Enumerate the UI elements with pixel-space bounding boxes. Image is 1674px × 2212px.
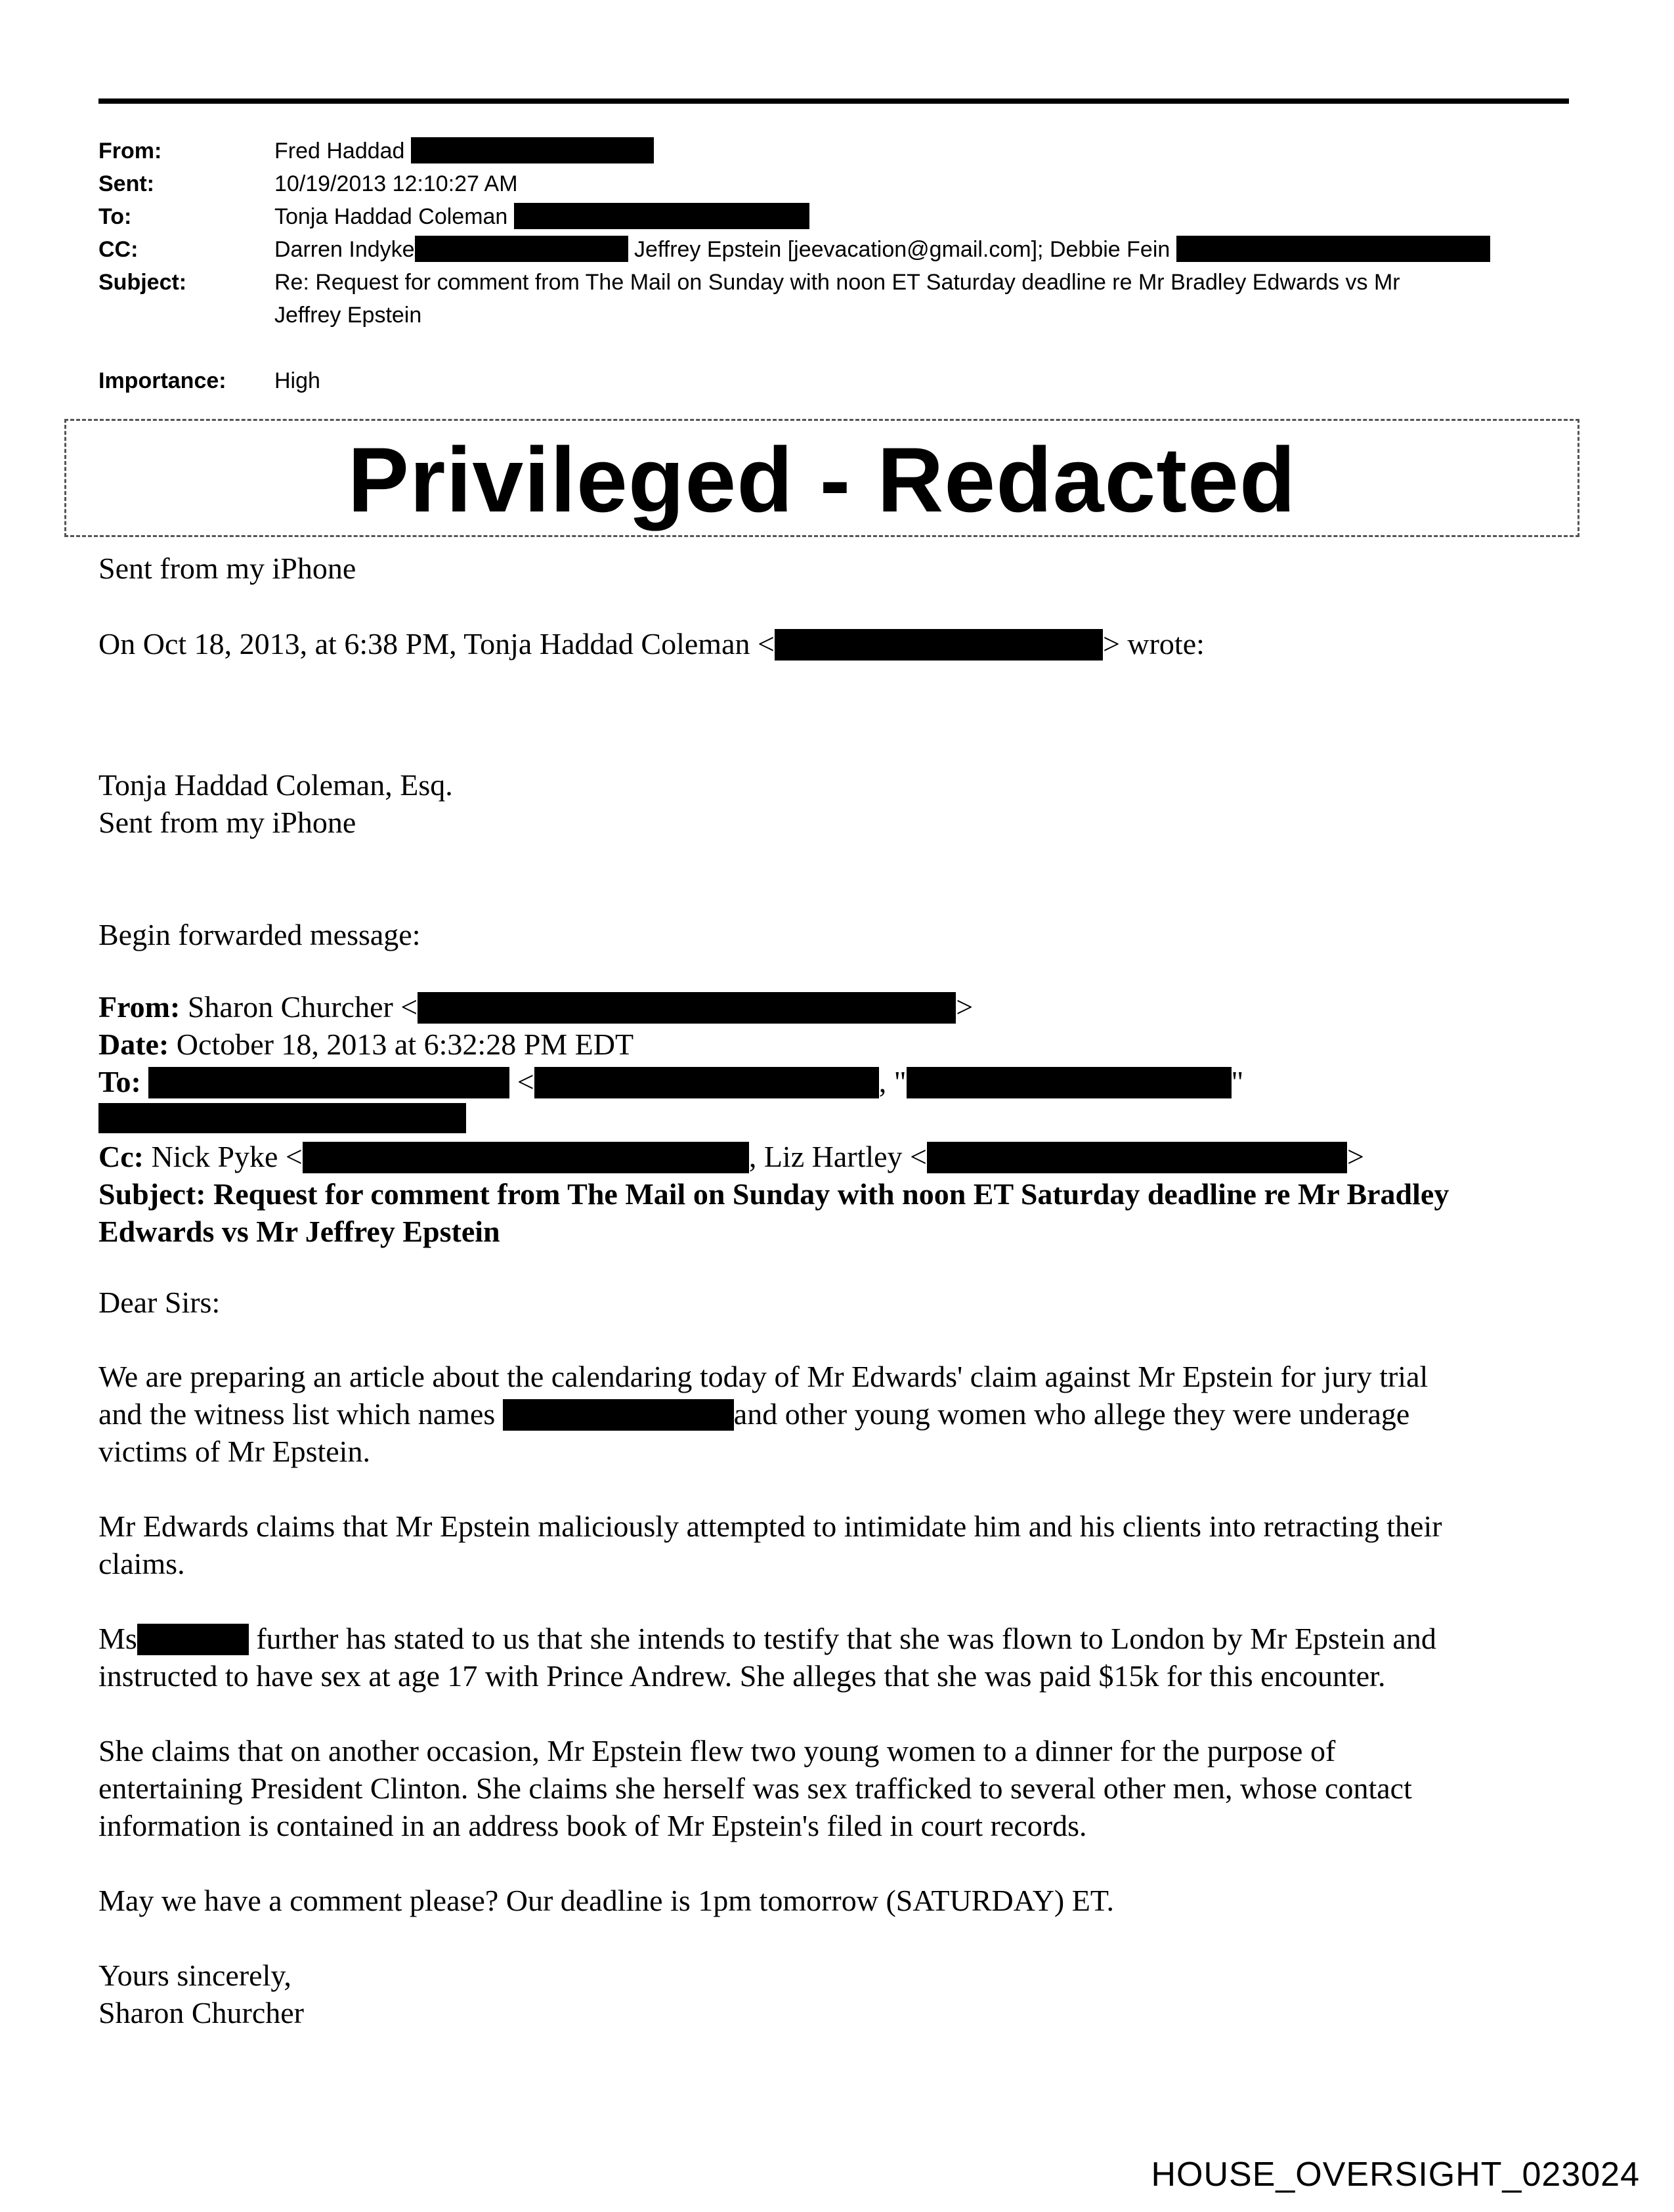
from-label: From: [98, 139, 162, 163]
fwd-cc-row: Cc: Nick Pyke < , Liz Hartley < > [98, 1140, 1364, 1173]
header-cc-row [98, 233, 1576, 266]
paragraph-2-line-2: claims. [98, 1547, 185, 1580]
paragraph-1-line-1: We are preparing an article about the calendaring today of Mr Edwards' claim against Mr Epstein for jury trial [98, 1360, 1428, 1393]
from-value: Fred Haddad [274, 135, 654, 167]
signature-name: Tonja Haddad Coleman, Esq. [98, 768, 453, 802]
to-label: To: [98, 204, 132, 229]
header-from-row [98, 135, 1576, 167]
redaction-bar [303, 1142, 749, 1173]
sent-value: 10/19/2013 12:10:27 AM [274, 171, 518, 196]
fwd-date-row: Date: October 18, 2013 at 6:32:28 PM EDT [98, 1028, 634, 1061]
cc-value: Darren Indyke Jeffrey Epstein [jeevacation@gmail.com]; Debbie Fein [274, 233, 1490, 266]
paragraph-4-line-1: She claims that on another occasion, Mr Epstein flew two young women to a dinner for the purpose of [98, 1734, 1336, 1767]
header-importance-row [98, 364, 1576, 397]
importance-label: Importance: [98, 368, 226, 393]
redaction-bar [907, 1067, 1232, 1098]
redaction-bar [418, 992, 956, 1024]
redaction-bar [98, 1103, 466, 1133]
subject-line-2: Jeffrey Epstein [274, 303, 422, 328]
importance-value: High [274, 368, 320, 393]
paragraph-5: May we have a comment please? Our deadline is 1pm tomorrow (SATURDAY) ET. [98, 1884, 1115, 1917]
begin-forwarded: Begin forwarded message: [98, 918, 421, 951]
paragraph-1-line-3: victims of Mr Epstein. [98, 1435, 370, 1468]
paragraph-4-line-2: entertaining President Clinton. She claims she herself was sex trafficked to several other men, whose contact [98, 1771, 1412, 1805]
redaction-bar [411, 137, 654, 163]
header-subject-row [98, 266, 1576, 332]
subject-line-1: Re: Request for comment from The Mail on Sunday with noon ET Saturday deadline re Mr Bradley Edwards vs Mr [274, 270, 1400, 295]
header-rule [98, 98, 1569, 104]
signer-name: Sharon Churcher [98, 1996, 304, 2029]
redaction-bar [1176, 236, 1490, 262]
redaction-bar [927, 1142, 1347, 1173]
closing: Yours sincerely, [98, 1959, 291, 1992]
redaction-bar [415, 236, 628, 262]
paragraph-3-line-2: instructed to have sex at age 17 with Prince Andrew. She alleges that she was paid $15k for this encounter. [98, 1659, 1386, 1693]
to-value: Tonja Haddad Coleman [274, 200, 809, 233]
header-sent-row [98, 167, 1576, 200]
paragraph-1-line-2: and the witness list which names and other young women who allege they were underage [98, 1397, 1410, 1431]
privileged-banner-box [64, 419, 1579, 537]
header-to-row [98, 200, 1576, 233]
fwd-subject-line-2: Edwards vs Mr Jeffrey Epstein [98, 1215, 500, 1248]
sent-label: Sent: [98, 171, 154, 196]
redaction-bar [775, 629, 1103, 661]
paragraph-2-line-1: Mr Edwards claims that Mr Epstein maliciously attempted to intimidate him and his clients into retracting their [98, 1509, 1442, 1543]
redaction-bar [514, 203, 809, 229]
fwd-from-row: From: Sharon Churcher < > [98, 990, 974, 1024]
redaction-bar [503, 1399, 734, 1431]
paragraph-3-line-1: Ms further has stated to us that she intends to testify that she was flown to London by Mr Epstein and [98, 1622, 1436, 1655]
fwd-subject-line-1: Subject: Request for comment from The Mail on Sunday with noon ET Saturday deadline re Mr Bradley [98, 1177, 1449, 1211]
document-id: HOUSE_OVERSIGHT_023024 [1151, 2156, 1640, 2194]
subject-label: Subject: [98, 270, 187, 295]
redaction-bar [534, 1067, 879, 1098]
redaction-bar [137, 1624, 249, 1655]
paragraph-4-line-3: information is contained in an address book of Mr Epstein's filed in court records. [98, 1809, 1087, 1842]
sent-from-iphone-1: Sent from my iPhone [98, 552, 356, 585]
sent-from-iphone-2: Sent from my iPhone [98, 806, 356, 839]
salutation: Dear Sirs: [98, 1286, 221, 1319]
fwd-to-row: To: < , " " [98, 1065, 1244, 1098]
wrote-line: On Oct 18, 2013, at 6:38 PM, Tonja Haddad Coleman < > wrote: [98, 627, 1205, 661]
redaction-bar [148, 1067, 509, 1098]
privileged-banner: Privileged - Redacted [347, 428, 1297, 531]
cc-label: CC: [98, 237, 139, 262]
